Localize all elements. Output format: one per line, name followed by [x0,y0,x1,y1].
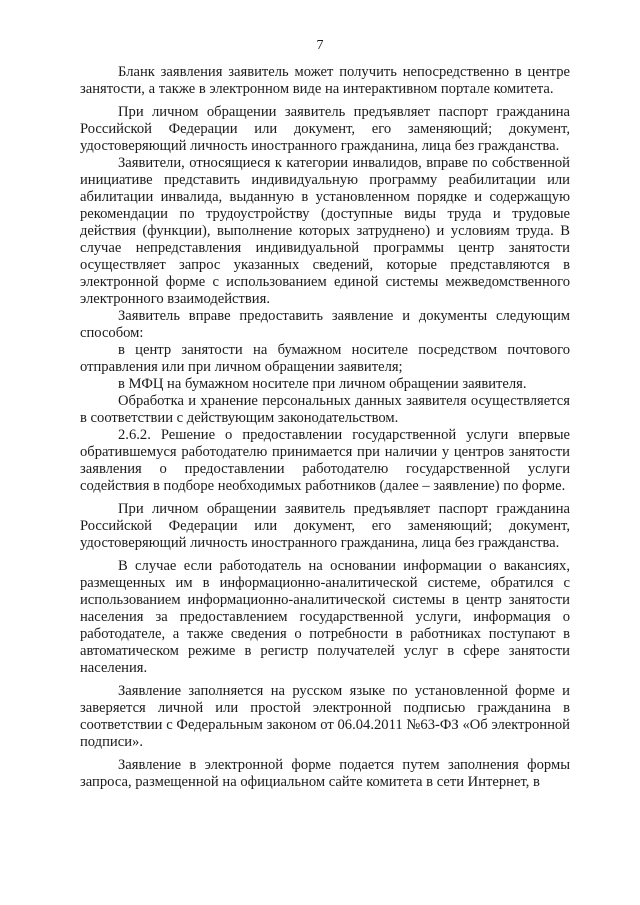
paragraph: 2.6.2. Решение о предоставлении государственной услуги впервые обратившемуся работодателю принимается при наличии у центров занятости заявления о предоставлении работодателю государственной услуги содействия в подборе необходимых работников (далее – заявление) по форме. [80,427,570,494]
list-item: в центр занятости на бумажном носителе посредством почтового отправления или при личном обращении заявителя; [80,342,570,375]
paragraph: Обработка и хранение персональных данных заявителя осуществляется в соответствии с действующим законодательством. [80,393,570,426]
paragraph: Заявление заполняется на русском языке по установленной форме и заверяется личной или простой электронной подписью гражданина в соответствии с Федеральным законом от 06.04.2011 №63-ФЗ «Об электронной подписи». [80,683,570,750]
paragraph: При личном обращении заявитель предъявляет паспорт гражданина Российской Федерации или документ, его заменяющий; документ, удостоверяющий личность иностранного гражданина, лица без гражданства. [80,104,570,154]
document-body [80,64,570,791]
page-number: 7 [316,38,324,53]
paragraph: Заявление в электронной форме подается путем заполнения формы запроса, размещенной на официальном сайте комитета в сети Интернет, в [80,757,570,790]
paragraph: Заявители, относящиеся к категории инвалидов, вправе по собственной инициативе представить индивидуальную программу реабилитации или абилитации инвалида, выданную в установленном порядке и содержащую рекомендации по трудоустройству (доступные виды труда и трудовые действия (функции), выполнение которых затруднено) и условиям труда. В случае непредставления индивидуальной программы центр занятости осуществляет запрос указанных сведений, которые представляются в электронной форме с использованием единой системы межведомственного электронного взаимодействия. [80,155,570,307]
paragraph: При личном обращении заявитель предъявляет паспорт гражданина Российской Федерации или документ, его заменяющий; документ, удостоверяющий личность иностранного гражданина, лица без гражданства. [80,501,570,551]
list-item: в МФЦ на бумажном носителе при личном обращении заявителя. [118,376,527,392]
paragraph: В случае если работодатель на основании информации о вакансиях, размещенных им в информационно-аналитической системе, обратился с использованием информационно-аналитической системы в центр занятости населения за предоставлением государственной услуги, информация о работодателе, а также сведения о потребности в работниках поступают в автоматическом режиме в регистр получателей услуг в сфере занятости населения. [80,558,570,676]
paragraph: Бланк заявления заявитель может получить непосредственно в центре занятости, а также в электронном виде на интерактивном портале комитета. [80,64,570,97]
paragraph: Заявитель вправе предоставить заявление и документы следующим способом: [80,308,570,341]
